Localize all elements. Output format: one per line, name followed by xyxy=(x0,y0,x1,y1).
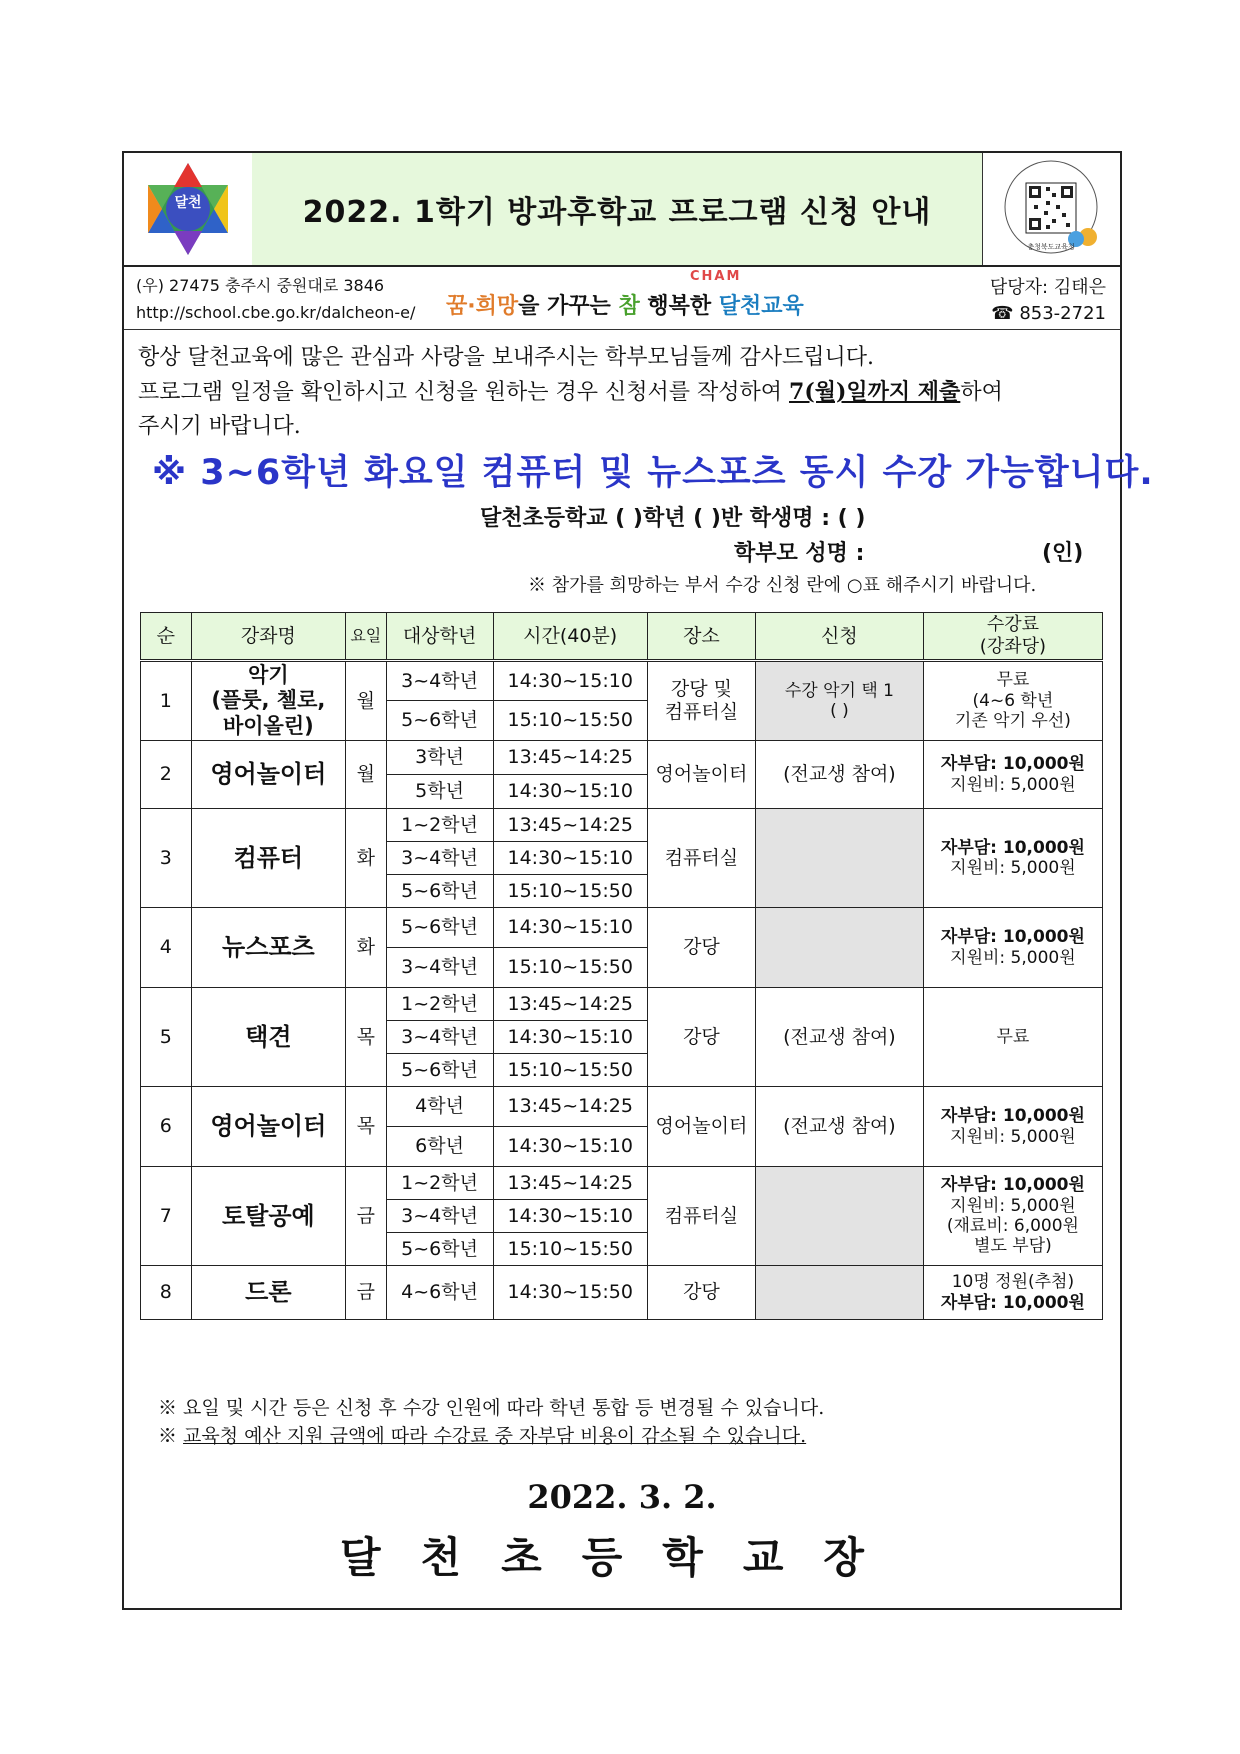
parent-label: 학부모 성명 : xyxy=(734,541,865,566)
target-grade: 1~2학년 xyxy=(386,988,493,1021)
intro-line-2: 프로그램 일정을 확인하시고 신청을 원하는 경우 신청서를 작성하여 7(월)일까지 제출하여 xyxy=(138,379,1003,405)
course-name: 뉴스포츠 xyxy=(191,908,345,988)
target-grade: 5학년 xyxy=(386,775,493,809)
qr-code-icon xyxy=(996,157,1106,261)
place: 컴퓨터실 xyxy=(647,809,755,908)
target-grade: 3학년 xyxy=(386,741,493,775)
program-table xyxy=(140,612,1103,1320)
document-frame xyxy=(122,151,1154,1610)
course-name: 영어놀이터 xyxy=(191,1087,345,1167)
day-of-week: 월 xyxy=(346,661,387,741)
qr-caption: 충청북도교육청 xyxy=(1027,243,1075,251)
student-info-field[interactable]: 달천초등학교 ( )학년 ( )반 학생명 : ( ) xyxy=(480,506,866,531)
contact-person: 담당자: 김태은 xyxy=(989,277,1106,298)
fee: 자부담: 10,000원 지원비: 5,000원 xyxy=(923,1087,1102,1167)
school-url[interactable]: http://school.cbe.go.kr/dalcheon-e/ xyxy=(136,303,416,322)
table-row xyxy=(141,661,1103,701)
apply-cell[interactable]: (전교생 참여) xyxy=(755,1087,923,1167)
class-time: 15:10~15:50 xyxy=(493,948,647,988)
slogan-part-grow: 을 가꾸는 xyxy=(518,294,619,319)
table-row xyxy=(141,1266,1103,1320)
class-time: 13:45~14:25 xyxy=(493,1087,647,1127)
place: 강당 xyxy=(647,988,755,1087)
col-header-no: 순 xyxy=(141,613,192,661)
target-grade: 3~4학년 xyxy=(386,842,493,875)
table-row xyxy=(141,741,1103,775)
school-slogan xyxy=(446,269,804,320)
target-grade: 5~6학년 xyxy=(386,908,493,948)
course-name: 영어놀이터 xyxy=(191,741,345,809)
school-address: (우) 27475 충주시 중원대로 3846 xyxy=(136,276,385,295)
table-row xyxy=(141,1167,1103,1200)
fee: 자부담: 10,000원 지원비: 5,000원 xyxy=(923,908,1102,988)
class-time: 13:45~14:25 xyxy=(493,809,647,842)
place: 강당 xyxy=(647,1266,755,1320)
principal-signature: 달천초등학교장 xyxy=(339,1533,904,1582)
issue-date: 2022. 3. 2. xyxy=(527,1478,717,1516)
col-header-course: 강좌명 xyxy=(191,613,345,661)
class-time: 14:30~15:10 xyxy=(493,842,647,875)
class-time: 14:30~15:10 xyxy=(493,1021,647,1054)
table-row xyxy=(141,908,1103,948)
class-time: 14:30~15:10 xyxy=(493,775,647,809)
table-row xyxy=(141,809,1103,842)
slogan-cham: CHAM xyxy=(690,269,742,284)
deadline-text: 7(월)일까지 제출 xyxy=(789,379,961,405)
parent-seal: (인) xyxy=(1042,541,1084,566)
col-header-place: 장소 xyxy=(647,613,755,661)
place: 강당 및 컴퓨터실 xyxy=(647,661,755,741)
target-grade: 5~6학년 xyxy=(386,1054,493,1087)
course-name: 택견 xyxy=(191,988,345,1087)
col-header-fee: 수강료 (강좌당) xyxy=(923,613,1102,661)
title-banner xyxy=(252,153,983,265)
star-logo-icon xyxy=(140,159,236,259)
logo-text: 달천 xyxy=(174,195,202,211)
row-number: 7 xyxy=(141,1167,192,1266)
class-time: 14:30~15:10 xyxy=(493,661,647,701)
place: 영어놀이터 xyxy=(647,741,755,809)
class-time: 13:45~14:25 xyxy=(493,741,647,775)
footnote-1: ※ 요일 및 시간 등은 신청 후 수강 인원에 따라 학년 통합 등 변경될 수 있습니다. xyxy=(158,1397,825,1419)
target-grade: 6학년 xyxy=(386,1127,493,1167)
col-header-apply: 신청 xyxy=(755,613,923,661)
fee: 자부담: 10,000원 지원비: 5,000원 (재료비: 6,000원 별도 부담) xyxy=(923,1167,1102,1266)
education-office-emblem xyxy=(982,153,1120,265)
day-of-week: 월 xyxy=(346,741,387,809)
class-time: 14:30~15:50 xyxy=(493,1266,647,1320)
notice-banner: ※ 3~6학년 화요일 컴퓨터 및 뉴스포츠 동시 수강 가능합니다. xyxy=(152,453,1154,493)
table-header-row xyxy=(141,613,1103,661)
table-row xyxy=(141,988,1103,1021)
course-name: 컴퓨터 xyxy=(191,809,345,908)
day-of-week: 금 xyxy=(346,1266,387,1320)
fee: 자부담: 10,000원 지원비: 5,000원 xyxy=(923,809,1102,908)
apply-cell[interactable] xyxy=(755,1167,923,1266)
day-of-week: 화 xyxy=(346,809,387,908)
apply-cell[interactable]: (전교생 참여) xyxy=(755,988,923,1087)
slogan-part-school: 달천교육 xyxy=(718,294,804,319)
class-time: 14:30~15:10 xyxy=(493,1200,647,1233)
place: 강당 xyxy=(647,908,755,988)
intro-paragraph xyxy=(138,341,1108,444)
row-number: 8 xyxy=(141,1266,192,1320)
col-header-day: 요일 xyxy=(346,613,387,661)
contact-phone: ☎ 853-2721 xyxy=(991,303,1106,324)
course-name: 드론 xyxy=(191,1266,345,1320)
school-logo xyxy=(124,153,253,265)
apply-cell[interactable] xyxy=(755,908,923,988)
table-row xyxy=(141,1087,1103,1127)
class-time: 15:10~15:50 xyxy=(493,1233,647,1266)
slogan-part-dream: 꿈·희망 xyxy=(446,294,519,319)
day-of-week: 목 xyxy=(346,988,387,1087)
footnote-2: ※ 교육청 예산 지원 금액에 따라 수강료 중 자부담 비용이 감소될 수 있습니다. xyxy=(158,1425,807,1447)
parent-name-field[interactable] xyxy=(734,536,1084,567)
target-grade: 1~2학년 xyxy=(386,1167,493,1200)
place: 영어놀이터 xyxy=(647,1087,755,1167)
target-grade: 5~6학년 xyxy=(386,875,493,908)
day-of-week: 화 xyxy=(346,908,387,988)
intro-line-3: 주시기 바랍니다. xyxy=(138,414,301,439)
target-grade: 3~4학년 xyxy=(386,1021,493,1054)
day-of-week: 금 xyxy=(346,1167,387,1266)
slogan-part-true: 참 xyxy=(618,294,640,319)
class-time: 13:45~14:25 xyxy=(493,988,647,1021)
row-number: 4 xyxy=(141,908,192,988)
target-grade: 1~2학년 xyxy=(386,809,493,842)
page-title: 2022. 1학기 방과후학교 프로그램 신청 안내 xyxy=(302,195,932,230)
place: 컴퓨터실 xyxy=(647,1167,755,1266)
fee: 무료 (4~6 학년 기존 악기 우선) xyxy=(923,661,1102,741)
col-header-grade: 대상학년 xyxy=(386,613,493,661)
footnote-2-text: 교육청 예산 지원 금액에 따라 수강료 중 자부담 비용이 감소될 수 있습니다. xyxy=(183,1425,807,1447)
class-time: 15:10~15:50 xyxy=(493,701,647,741)
class-time: 14:30~15:10 xyxy=(493,908,647,948)
apply-cell[interactable]: 수강 악기 택 1 ( ) xyxy=(755,661,923,741)
apply-cell[interactable] xyxy=(755,1266,923,1320)
target-grade: 5~6학년 xyxy=(386,1233,493,1266)
header xyxy=(124,153,1120,267)
target-grade: 4학년 xyxy=(386,1087,493,1127)
apply-cell[interactable] xyxy=(755,809,923,908)
row-number: 6 xyxy=(141,1087,192,1167)
target-grade: 5~6학년 xyxy=(386,701,493,741)
row-number: 5 xyxy=(141,988,192,1087)
col-header-time: 시간(40분) xyxy=(493,613,647,661)
row-number: 1 xyxy=(141,661,192,741)
class-time: 15:10~15:50 xyxy=(493,1054,647,1087)
fee: 자부담: 10,000원 지원비: 5,000원 xyxy=(923,741,1102,809)
class-time: 15:10~15:50 xyxy=(493,875,647,908)
target-grade: 3~4학년 xyxy=(386,1200,493,1233)
slogan-part-happy: 행복한 xyxy=(639,294,719,319)
target-grade: 3~4학년 xyxy=(386,948,493,988)
fee: 무료 xyxy=(923,988,1102,1087)
fee: 10명 정원(추첨) 자부담: 10,000원 xyxy=(923,1266,1102,1320)
target-grade: 3~4학년 xyxy=(386,661,493,701)
target-grade: 4~6학년 xyxy=(386,1266,493,1320)
class-time: 13:45~14:25 xyxy=(493,1167,647,1200)
course-name: 악기 (플룻, 첼로, 바이올린) xyxy=(191,661,345,741)
row-number: 2 xyxy=(141,741,192,809)
row-number: 3 xyxy=(141,809,192,908)
school-info-bar xyxy=(124,265,1120,330)
apply-cell[interactable]: (전교생 참여) xyxy=(755,741,923,809)
course-name: 토탈공예 xyxy=(191,1167,345,1266)
day-of-week: 목 xyxy=(346,1087,387,1167)
apply-instruction: ※ 참가를 희망하는 부서 수강 신청 란에 ○표 해주시기 바랍니다. xyxy=(528,575,1037,596)
intro-line-1: 항상 달천교육에 많은 관심과 사랑을 보내주시는 학부모님들께 감사드립니다. xyxy=(138,345,875,370)
class-time: 14:30~15:10 xyxy=(493,1127,647,1167)
